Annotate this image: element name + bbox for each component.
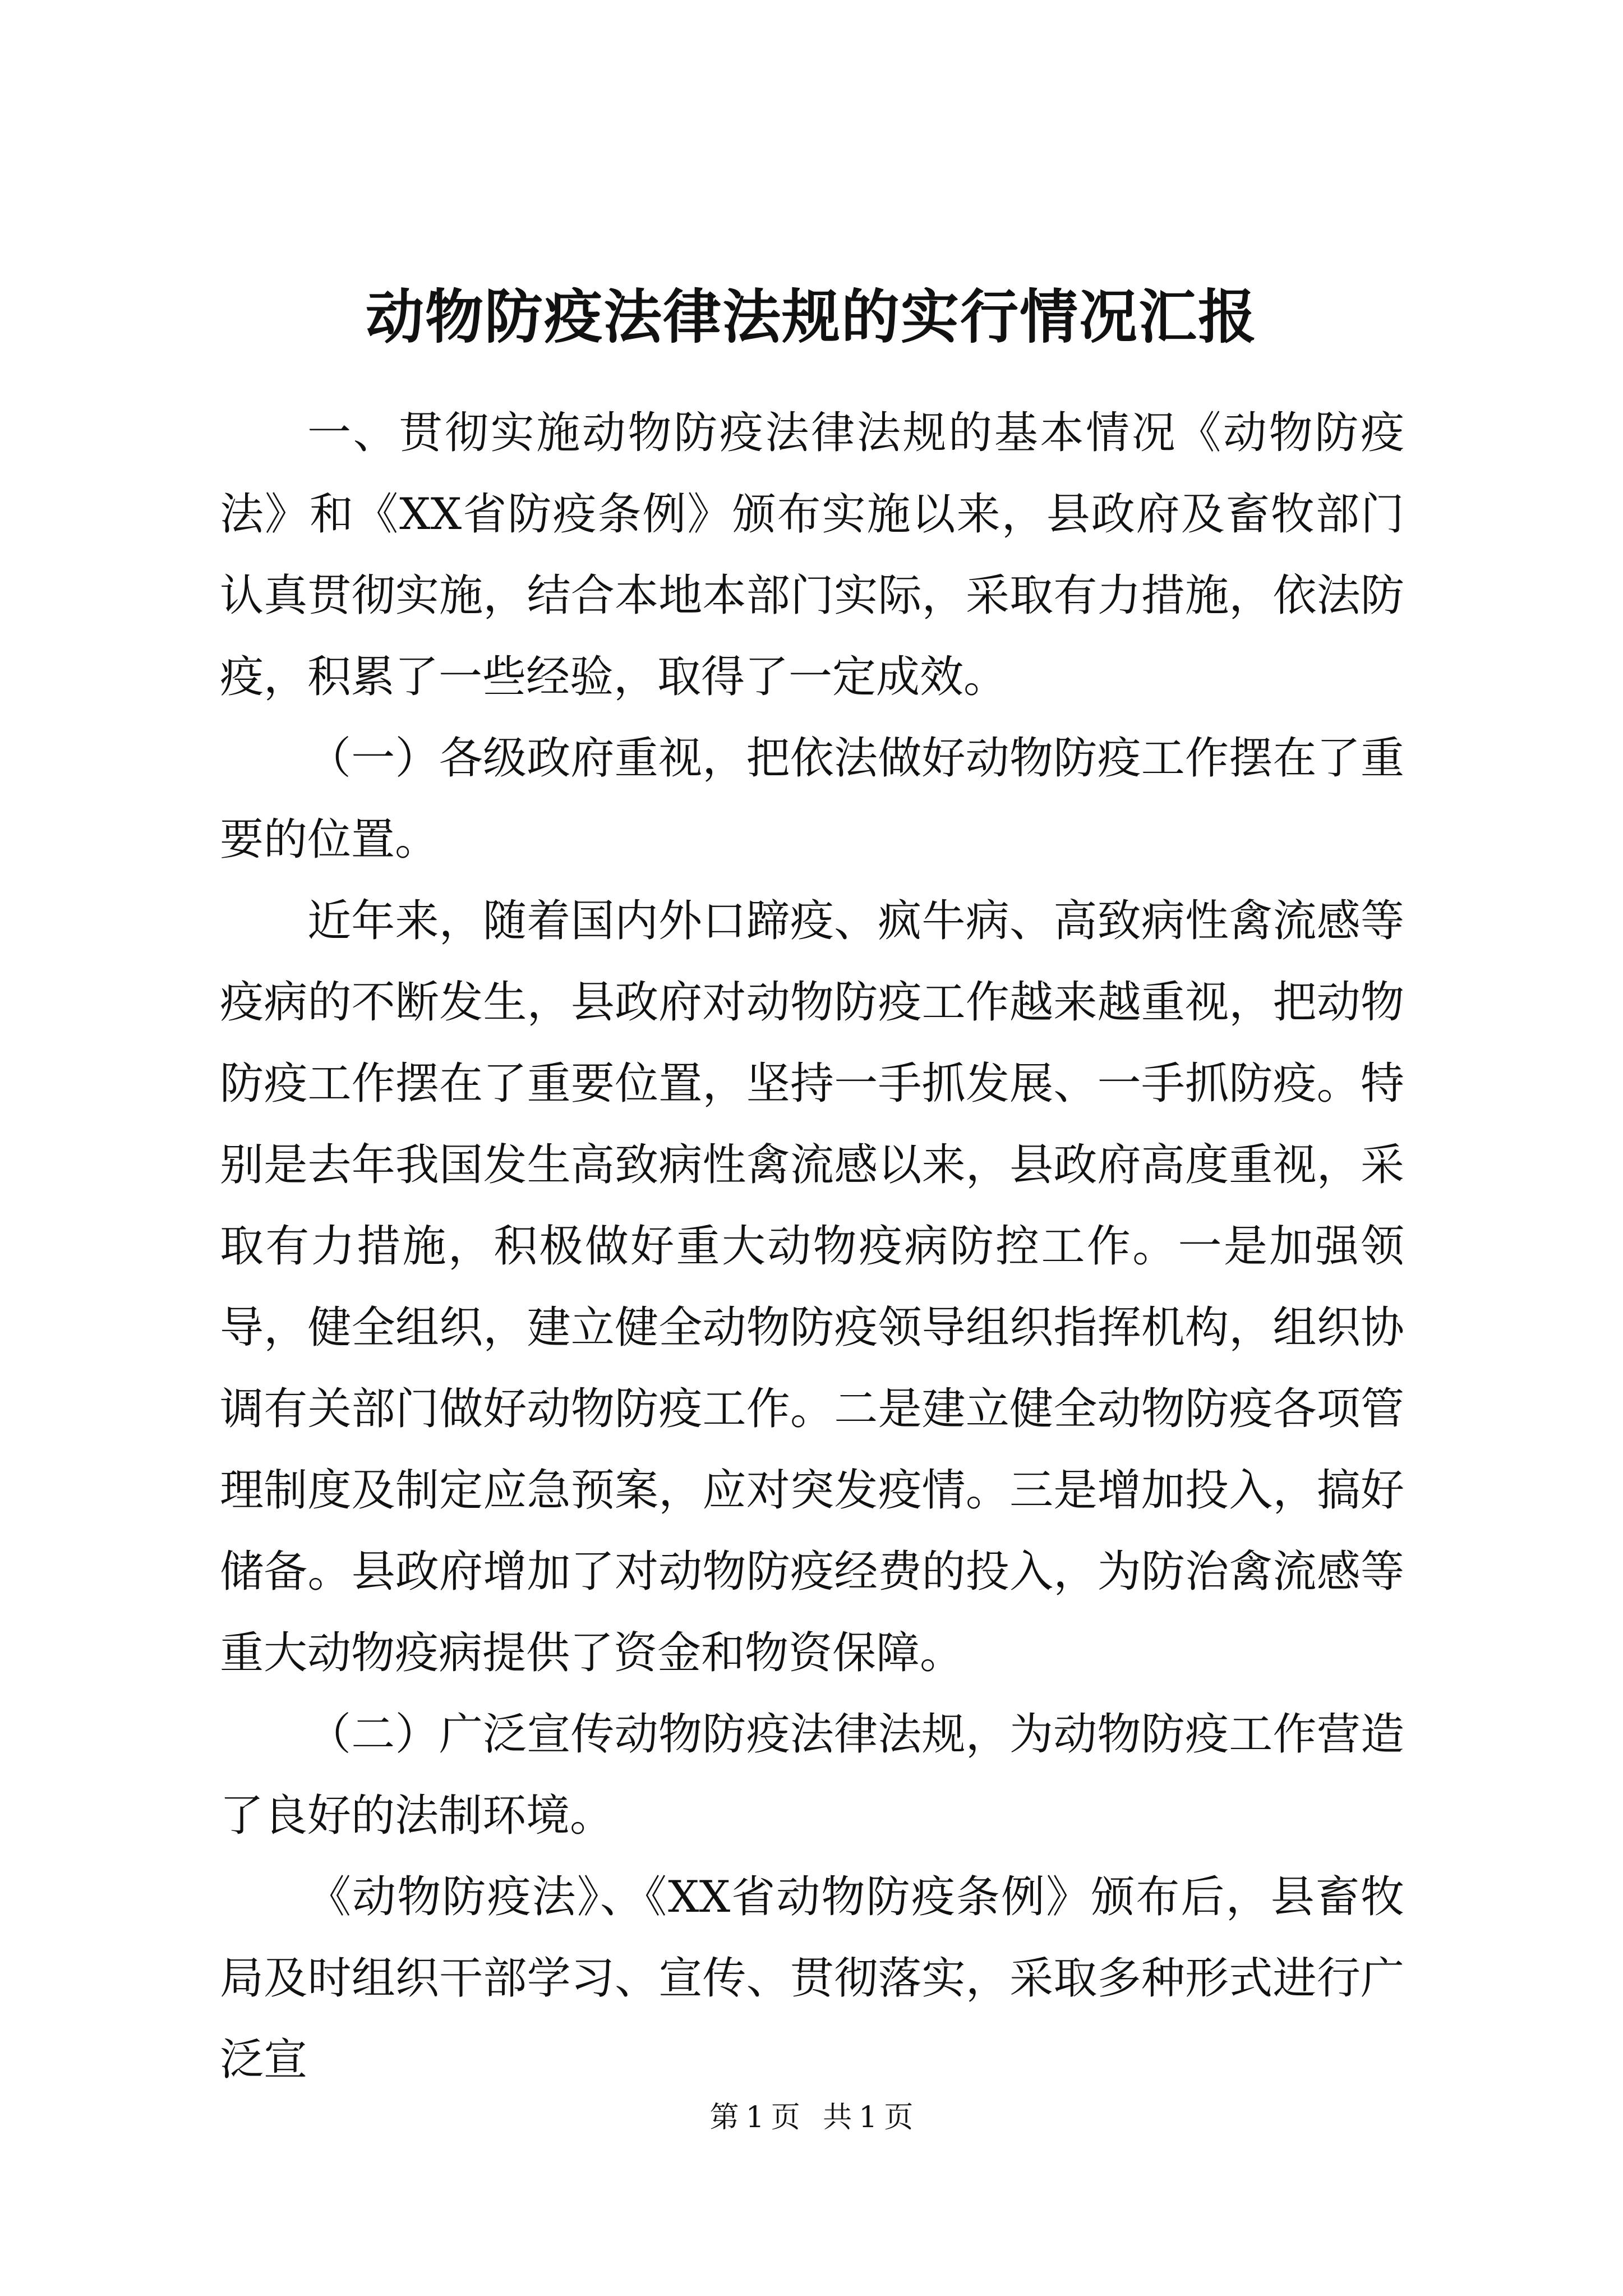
- page-label-suffix: 页: [771, 2101, 800, 2134]
- page-label-prefix: 第: [709, 2101, 739, 2134]
- paragraph-government: 近年来，随着国内外口蹄疫、疯牛病、高致病性禽流感等疫病的不断发生，县政府对动物防疫工作越来越重视，把动物防疫工作摆在了重要位置，坚持一手抓发展、一手抓防疫。特别是去年我国发生高致病性禽流感以来，县政府高度重视，采取有力措施，积极做好重大动物疫病防控工作。一是加强领导，健全组织，建立健全动物防疫领导组织指挥机构，组织协调有关部门做好动物防疫工作。二是建立健全动物防疫各项管理制度及制定应急预案，应对突发疫情。三是增加投入，搞好储备。县政府增加了对动物防疫经费的投入，为防治禽流感等重大动物疫病提供了资金和物资保障。: [220, 896, 1404, 1678]
- page-number: 1: [745, 2101, 764, 2134]
- paragraph-publicity: 《动物防疫法》、《XX省动物防疫条例》颁布后，县畜牧局及时组织干部学习、宣传、贯彻落实，采取多种形式进行广泛宣: [220, 1872, 1404, 2085]
- page-number-label: [707, 2101, 804, 2134]
- document-body: [220, 393, 1404, 2101]
- page-footer: [0, 2098, 1623, 2137]
- document-title: 动物防疫法律法规的实行情况汇报: [365, 282, 1257, 351]
- paragraph-heading-1: （一）各级政府重视，把依法做好动物防疫工作摆在了重要的位置。: [220, 733, 1404, 865]
- total-label-suffix: 页: [884, 2101, 914, 2134]
- paragraph-intro: 一、贯彻实施动物防疫法律法规的基本情况《动物防疫法》和《XX省防疫条例》颁布实施以来，县政府及畜牧部门认真贯彻实施，结合本地本部门实际，采取有力措施，依法防疫，积累了一些经验，取得了一定成效。: [220, 408, 1404, 702]
- paragraph-heading-2: （二）广泛宣传动物防疫法律法规，为动物防疫工作营造了良好的法制环境。: [220, 1709, 1404, 1841]
- total-pages: 1: [859, 2101, 878, 2134]
- total-label-prefix: 共: [823, 2101, 852, 2134]
- total-pages-label: [819, 2101, 916, 2134]
